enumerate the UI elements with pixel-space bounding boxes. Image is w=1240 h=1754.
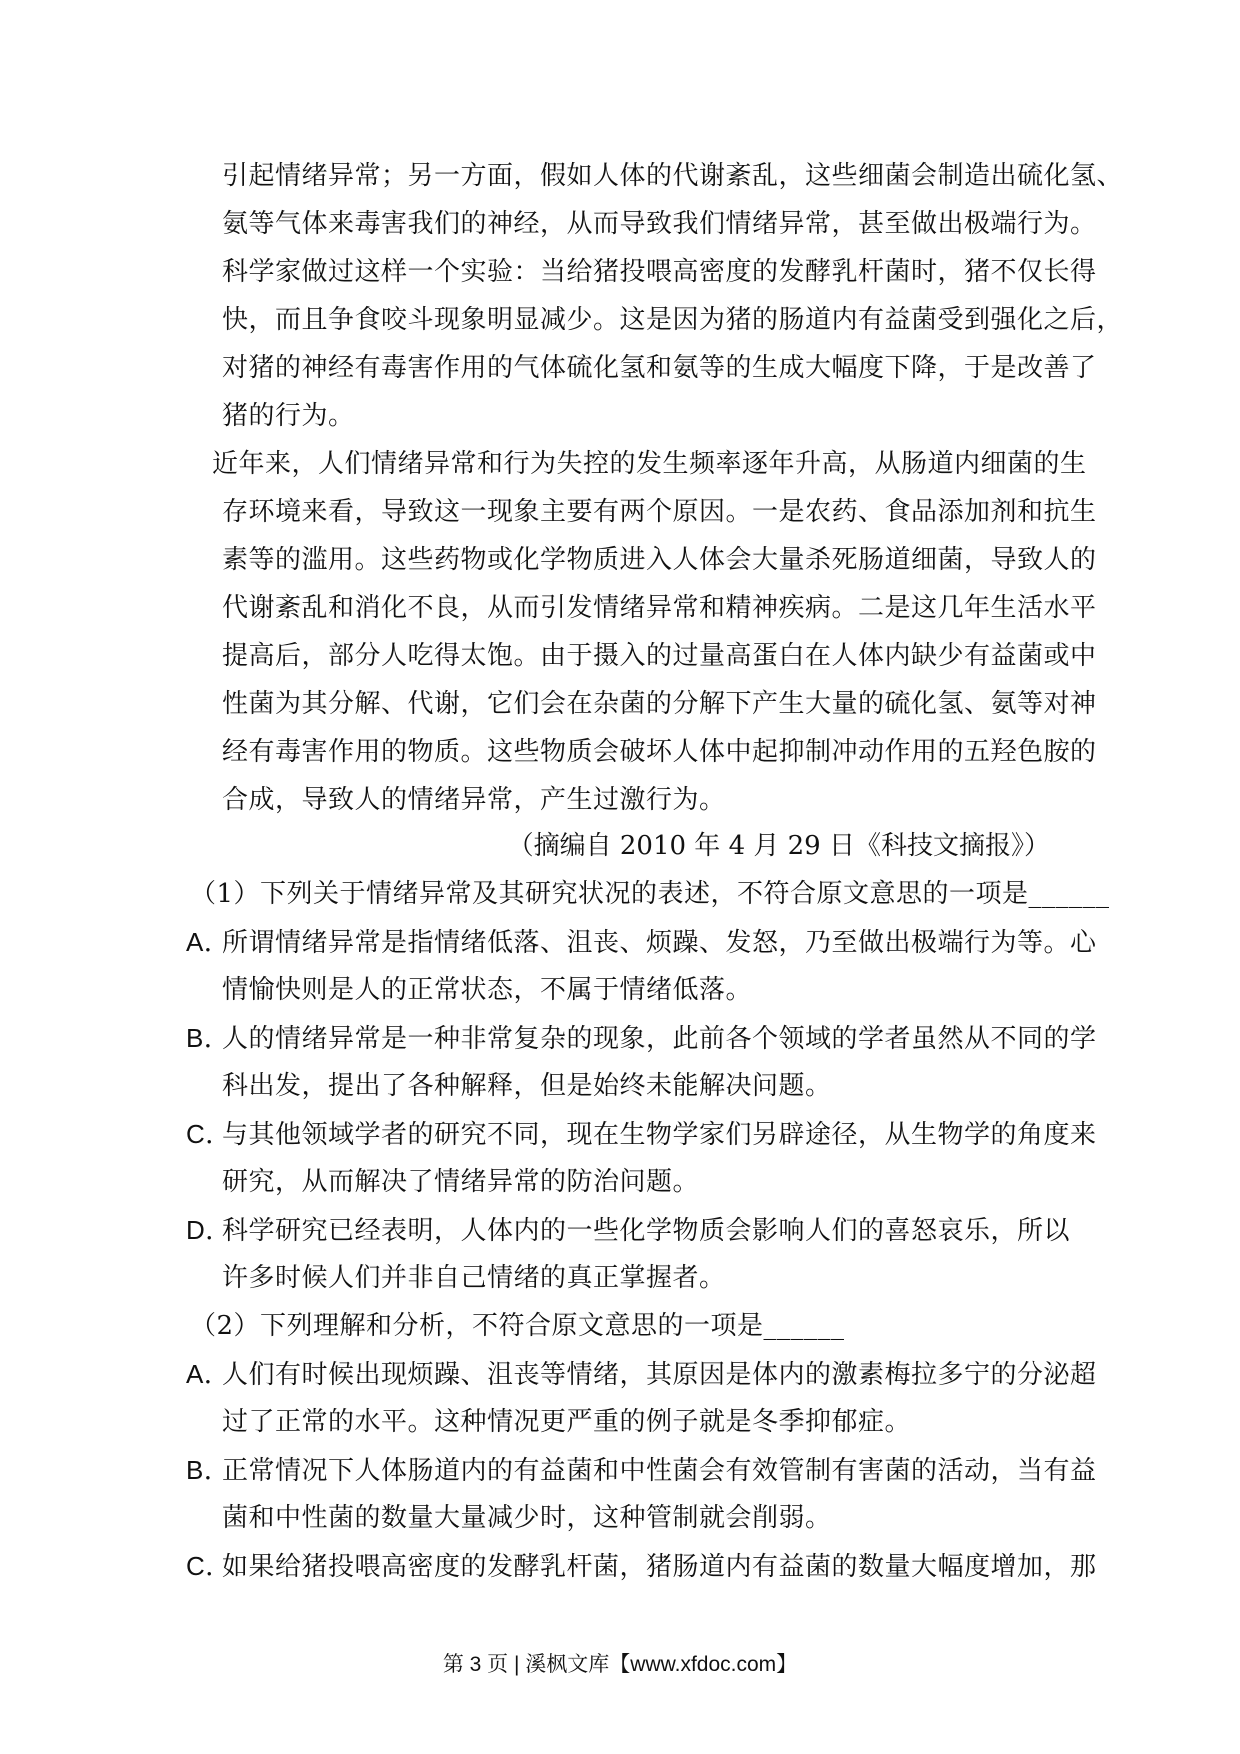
question-1-stem: （1）下列关于情绪异常及其研究状况的表述，不符合原文意思的一项是______ [190,879,1110,909]
question-2-option-c [186,1549,1097,1584]
passage-line: 科学家做过这样一个实验：当给猪投喂高密度的发酵乳杆菌时，猪不仅长得 [222,257,1097,287]
question-2-option-a [186,1357,1097,1392]
option-continuation: 研究，从而解决了情绪异常的防治问题。 [222,1167,700,1197]
option-text: 正常情况下人体肠道内的有益菌和中性菌会有效管制有害菌的活动，当有益 [222,1456,1097,1486]
page-footer: 第 3 页 | 溪枫文库【www.xfdoc.com】 [442,1653,798,1676]
passage-line: 对猪的神经有毒害作用的气体硫化氢和氨等的生成大幅度下降，于是改善了 [222,353,1097,383]
passage-line: 经有毒害作用的物质。这些物质会破坏人体中起抑制冲动作用的五羟色胺的 [222,737,1097,767]
option-letter: A． [186,927,231,957]
question-2-option-b [186,1453,1097,1488]
passage-line: 素等的滥用。这些药物或化学物质进入人体会大量杀死肠道细菌，导致人的 [222,545,1097,575]
option-text: 所谓情绪异常是指情绪低落、沮丧、烦躁、发怒，乃至做出极端行为等。心 [222,928,1097,958]
passage-line: 合成，导致人的情绪异常，产生过激行为。 [222,785,726,815]
option-continuation: 许多时候人们并非自己情绪的真正掌握者。 [222,1263,726,1293]
passage-line: 氨等气体来毒害我们的神经，从而导致我们情绪异常，甚至做出极端行为。 [222,209,1097,239]
option-text: 人们有时候出现烦躁、沮丧等情绪，其原因是体内的激素梅拉多宁的分泌超 [222,1360,1097,1390]
question-1-option-b [186,1021,1097,1056]
option-letter: B． [186,1023,231,1053]
option-text: 人的情绪异常是一种非常复杂的现象，此前各个领域的学者虽然从不同的学 [222,1024,1097,1054]
option-text: 与其他领域学者的研究不同，现在生物学家们另辟途径，从生物学的角度来 [222,1120,1097,1150]
option-text: 科学研究已经表明，人体内的一些化学物质会影响人们的喜怒哀乐，所以 [222,1216,1071,1246]
option-letter: C． [186,1119,232,1149]
option-text: 如果给猪投喂高密度的发酵乳杆菌，猪肠道内有益菌的数量大幅度增加，那 [222,1552,1097,1582]
option-letter: B． [186,1455,231,1485]
question-1-option-a [186,925,1097,960]
passage-line: 引起情绪异常；另一方面，假如人体的代谢紊乱，这些细菌会制造出硫化氢、 [222,161,1124,191]
passage-line: 近年来，人们情绪异常和行为失控的发生频率逐年升高，从肠道内细菌的生 [212,449,1087,479]
passage-line: 猪的行为。 [222,401,355,431]
passage-line: 提高后，部分人吃得太饱。由于摄入的过量高蛋白在人体内缺少有益菌或中 [222,641,1097,671]
passage-line: 快，而且争食咬斗现象明显减少。这是因为猪的肠道内有益菌受到强化之后， [222,305,1124,335]
option-continuation: 菌和中性菌的数量大量减少时，这种管制就会削弱。 [222,1503,832,1533]
passage-source: （摘编自 2010 年 4 月 29 日《科技文摘报》） [507,831,1050,861]
option-letter: D． [186,1215,232,1245]
passage-line: 性菌为其分解、代谢，它们会在杂菌的分解下产生大量的硫化氢、氨等对神 [222,689,1097,719]
option-continuation: 过了正常的水平。这种情况更严重的例子就是冬季抑郁症。 [222,1407,912,1437]
question-2-stem: （2）下列理解和分析，不符合原文意思的一项是______ [190,1311,845,1341]
passage-line: 存环境来看，导致这一现象主要有两个原因。一是农药、食品添加剂和抗生 [222,497,1097,527]
option-continuation: 科出发，提出了各种解释，但是始终未能解决问题。 [222,1071,832,1101]
option-letter: C． [186,1551,232,1581]
passage-line: 代谢紊乱和消化不良，从而引发情绪异常和精神疾病。二是这几年生活水平 [222,593,1097,623]
option-continuation: 情愉快则是人的正常状态，不属于情绪低落。 [222,975,753,1005]
question-1-option-c [186,1117,1097,1152]
option-letter: A． [186,1359,231,1389]
question-1-option-d [186,1213,1070,1248]
